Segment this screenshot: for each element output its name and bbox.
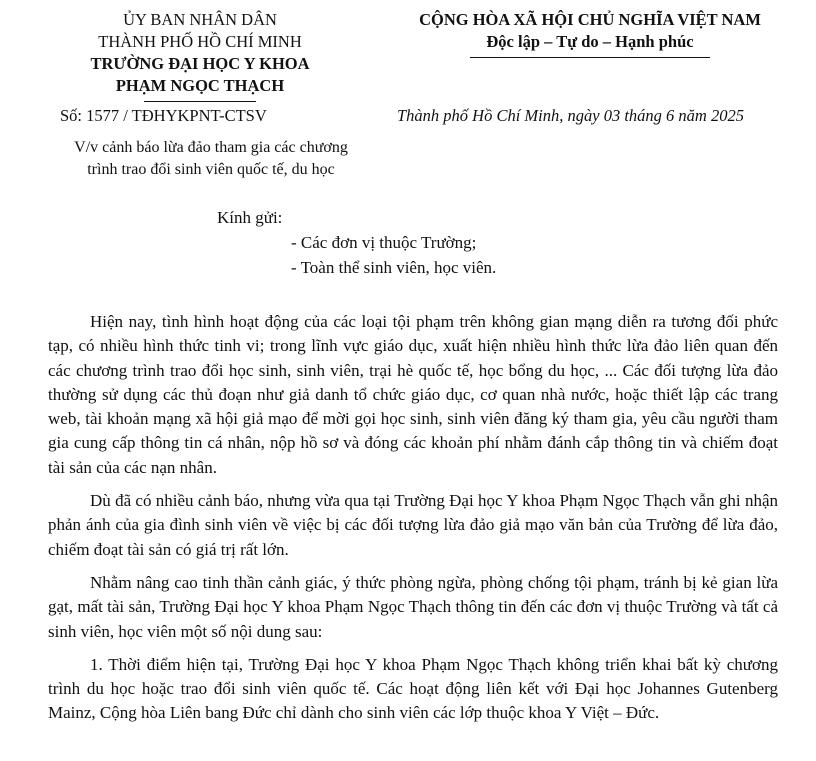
issuer-committee: ỦY BAN NHÂN DÂN xyxy=(123,10,277,29)
recipient-units: - Các đơn vị thuộc Trường; xyxy=(291,233,477,252)
subject-line xyxy=(36,137,386,181)
document-number: Số: 1577 / TĐHYKPNT-CTSV xyxy=(60,106,267,125)
place-date: Thành phố Hồ Chí Minh, ngày 03 tháng 6 năm 2025 xyxy=(397,106,744,125)
issuer-university: TRƯỜNG ĐẠI HỌC Y KHOA xyxy=(90,54,310,73)
issuer-university-name: PHẠM NGỌC THẠCH xyxy=(115,76,285,95)
greeting xyxy=(217,205,496,280)
national-motto: Độc lập – Tự do – Hạnh phúc xyxy=(486,32,694,51)
subject-line-2: trình trao đổi sinh viên quốc tế, du học xyxy=(87,161,335,178)
national-header xyxy=(370,9,810,58)
greeting-label: Kính gửi: xyxy=(217,208,283,227)
paragraph-incident: Dù đã có nhiều cảnh báo, nhưng vừa qua tại Trường Đại học Y khoa Phạm Ngọc Thạch vẫn ghi nhận phản ánh của gia đình sinh viên về việc bị các đối tượng lừa đảo giả mạo văn bản của Trường để lừa đảo, chiếm đoạt tài sản có giá trị rất lớn. xyxy=(48,491,778,559)
paragraph-context: Hiện nay, tình hình hoạt động của các loại tội phạm trên không gian mạng diễn ra tương đối phức tạp, có nhiều hình thức tinh vi; trong lĩnh vực giáo dục, xuất hiện nhiều hình thức lừa đảo liên quan đến các chương trình trao đổi học sinh, sinh viên, trại hè quốc tế, học bổng du học, ... Các đối tượng lừa đảo thường sử dụng các thủ đoạn như giả danh tổ chức giáo dục, cơ quan nhà nước, hoặc thiết lập các trang web, tài khoản mạng xã hội giả mạo để mời gọi học sinh, sinh viên đăng ký tham gia, yêu cầu người tham gia cung cấp thông tin cá nhân, nộp hồ sơ và đóng các khoản phí nhằm đánh cắp thông tin và chiếm đoạt tài sản của các nạn nhân. xyxy=(48,312,778,477)
paragraph-purpose: Nhằm nâng cao tinh thần cảnh giác, ý thức phòng ngừa, phòng chống tội phạm, tránh bị kẻ gian lừa gạt, mất tài sản, Trường Đại học Y khoa Phạm Ngọc Thạch thông tin đến các đơn vị thuộc Trường và tất cả sinh viên, học viên một số nội dung sau: xyxy=(48,572,778,641)
document-body xyxy=(48,310,778,735)
recipient-students: - Toàn thể sinh viên, học viên. xyxy=(291,258,497,277)
motto-underline xyxy=(470,57,710,58)
issuer-underline xyxy=(144,101,256,102)
issuer-header xyxy=(40,9,360,102)
national-title: CỘNG HÒA XÃ HỘI CHỦ NGHĨA VIỆT NAM xyxy=(419,10,761,29)
paragraph-item-1: 1. Thời điểm hiện tại, Trường Đại học Y khoa Phạm Ngọc Thạch không triển khai bất kỳ chương trình du học hoặc trao đổi sinh viên quốc tế. Các hoạt động liên kết với Đại học Johannes Gutenberg Mainz, Cộng hòa Liên bang Đức chỉ dành cho sinh viên các lớp thuộc khoa Y Việt – Đức. xyxy=(48,654,778,723)
issuer-city: THÀNH PHỐ HỒ CHÍ MINH xyxy=(98,32,302,51)
subject-line-1: V/v cảnh báo lừa đảo tham gia các chương xyxy=(74,139,348,156)
